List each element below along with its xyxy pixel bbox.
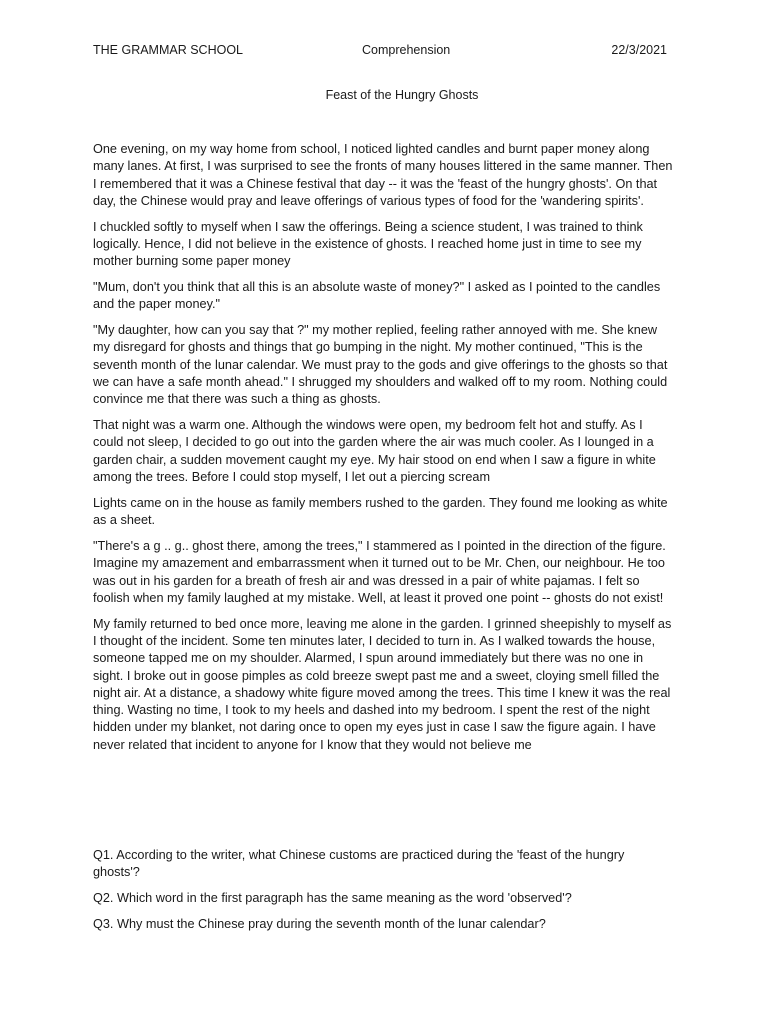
paragraph: That night was a warm one. Although the windows were open, my bedroom felt hot and stuffy. As I could not sleep, I decided to go out into the garden where the air was much cooler. As I lounged in a garden chair, a sudden movement caught my eye. My hair stood on end when I saw a figure in white among the trees. Before I could stop myself, I let out a piercing scream bbox=[93, 418, 656, 485]
story-title: Feast of the Hungry Ghosts bbox=[325, 88, 479, 102]
subject-label: Comprehension bbox=[362, 43, 451, 57]
school-name: THE GRAMMAR SCHOOL bbox=[93, 43, 244, 57]
question-item: Q2. Which word in the first paragraph has the same meaning as the word 'observed'? bbox=[93, 891, 572, 906]
question-item: Q3. Why must the Chinese pray during the seventh month of the lunar calendar? bbox=[93, 916, 546, 931]
paragraph: "There's a g .. g.. ghost there, among the trees," I stammered as I pointed in the direction of the figure. Imagine my amazement and embarrassment when it turned out to be Mr. Chen, our neighbour. He too was out in his garden for a breath of fresh air and was dressed in a pair of white pajamas. I felt so foolish when my family laughed at my mistake. Well, at least it proved one point -- ghosts do not exist! bbox=[93, 538, 666, 605]
paragraph: I chuckled softly to myself when I saw the offerings. Being a science student, I was trained to think logically. Hence, I did not believe in the existence of ghosts. I reached home just in time to see my mother burning some paper money bbox=[93, 219, 643, 269]
paragraph: My family returned to bed once more, leaving me alone in the garden. I grinned sheepishly to myself as I thought of the incident. Some ten minutes later, I decided to turn in. As I walked towards the house, someone tapped me on my shoulder. Alarmed, I spun around immediately but there was no one in sight. I broke out in goose pimples as cold breeze swept past me and a sweet, cloying smell filled the night air. At a distance, a shadowy white figure moved among the trees. This time I knew it was the real thing. Wasting no time, I took to my heels and dashed into my bedroom. I spent the rest of the night hidden under my blanket, not daring once to open my eyes just in case I saw the figure again. I have never related that incident to anyone for I know that they would not believe me bbox=[93, 616, 672, 752]
paragraph: Lights came on in the house as family members rushed to the garden. They found me looking as white as a sheet. bbox=[93, 495, 668, 528]
paragraph: "Mum, don't you think that all this is an absolute waste of money?" I asked as I pointed to the candles and the paper money." bbox=[93, 280, 661, 312]
page-header bbox=[93, 43, 667, 61]
paragraph: One evening, on my way home from school, I noticed lighted candles and burnt paper money along many lanes. At first, I was surprised to see the fronts of many houses littered in the same manner. Then I remembered that it was a Chinese festival that day -- it was the 'feast of the hungry ghosts'. On that day, the Chinese would pray and leave offerings of various types of food for the 'wandering spirits'. bbox=[93, 142, 673, 208]
date-label: 22/3/2021 bbox=[611, 43, 667, 57]
paragraph: "My daughter, how can you say that ?" my mother replied, feeling rather annoyed with me. She knew my disregard for ghosts and things that go bumping in the night. My mother continued, "This is the seventh month of the lunar calendar. We must pray to the gods and give offerings to the ghosts so that we can have a safe month ahead." I shrugged my shoulders and walked off to my room. Nothing could convince me that there was such a thing as ghosts. bbox=[93, 323, 668, 407]
story-body bbox=[93, 141, 673, 763]
question-list bbox=[93, 847, 673, 942]
question-item: Q1. According to the writer, what Chinese customs are practiced during the 'feast of the hungry ghosts'? bbox=[93, 848, 625, 880]
